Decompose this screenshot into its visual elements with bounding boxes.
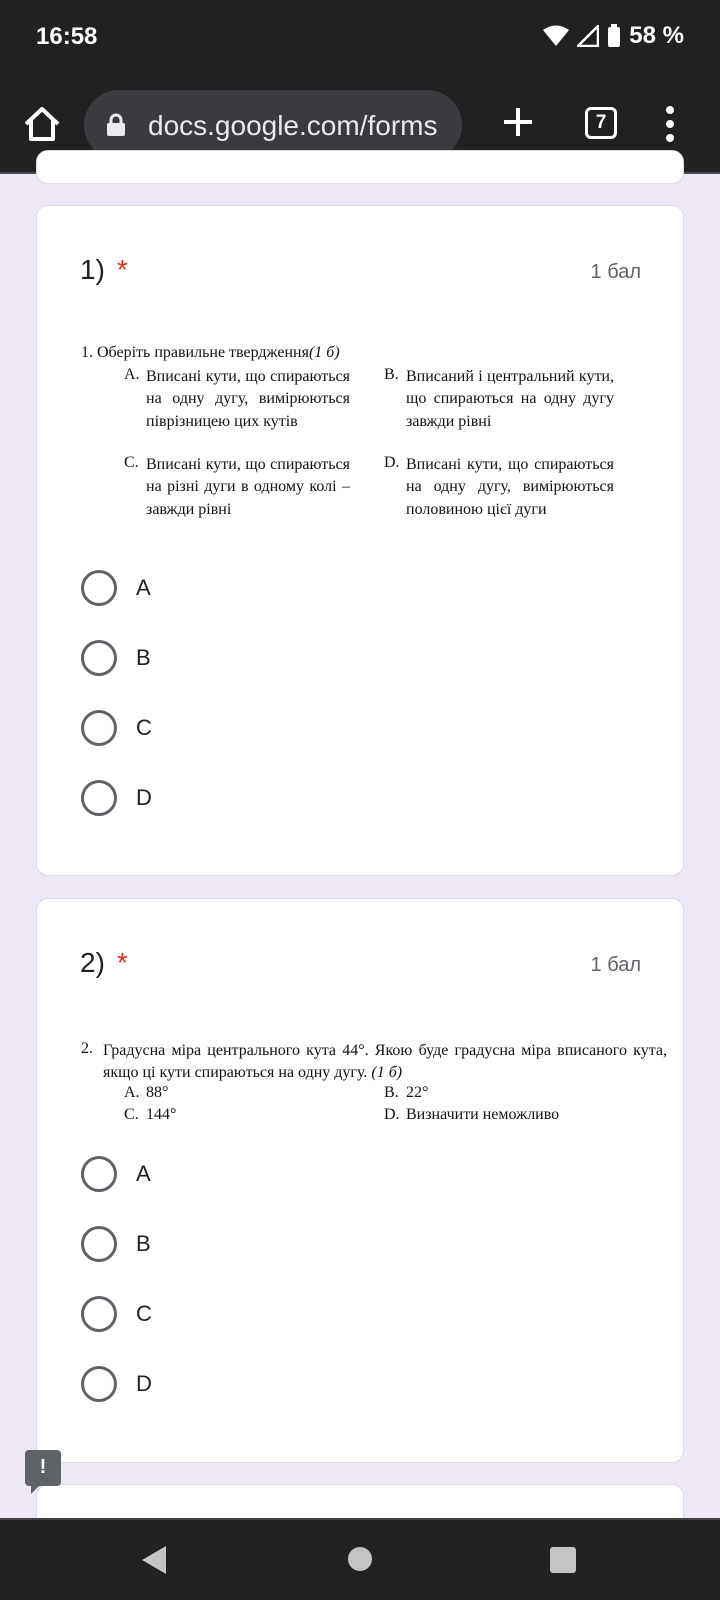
option-text: 144° [146, 1106, 177, 1123]
question-card-2 [36, 898, 684, 1463]
radio-option-a[interactable] [81, 570, 151, 606]
option-letter: D. [384, 1106, 400, 1123]
stem-number: 1. [81, 344, 93, 361]
image-option-c [124, 1106, 364, 1124]
option-letter: C. [124, 1106, 139, 1123]
image-option-a [124, 1084, 364, 1102]
radio-circle[interactable] [81, 1296, 117, 1332]
question-number: 1) [80, 254, 105, 285]
stem-points: (1 б) [308, 344, 340, 361]
image-option-b [384, 1084, 624, 1102]
more-menu-icon[interactable] [660, 104, 680, 144]
recents-icon[interactable] [550, 1547, 576, 1573]
home-nav-icon[interactable] [347, 1546, 373, 1572]
required-asterisk: * [116, 254, 128, 285]
option-letter: A. [124, 366, 140, 383]
question-points: 1 бал [590, 261, 641, 283]
option-letter: B. [384, 1084, 399, 1101]
radio-label: C [136, 1301, 152, 1326]
status-bar [0, 0, 720, 80]
option-letter: A. [124, 1084, 140, 1101]
radio-label: D [136, 785, 152, 810]
status-icons [543, 22, 684, 50]
question-number: 2) [80, 947, 105, 978]
radio-label: A [136, 1161, 151, 1186]
battery-icon [607, 24, 621, 48]
question-card-1 [36, 205, 684, 876]
stem-number: 2. [81, 1040, 93, 1057]
radio-circle[interactable] [81, 640, 117, 676]
stem-body [103, 1040, 667, 1085]
stem-text: Градусна міра центрального кута 44°. Якою буде градусна міра вписаного кута, якщо ці кути спираються на одну дугу. [103, 1042, 667, 1082]
radio-label: B [136, 1231, 151, 1256]
radio-option-b[interactable] [81, 1226, 151, 1262]
option-text: Визначити неможливо [406, 1106, 560, 1123]
radio-option-d[interactable] [81, 780, 152, 816]
image-option-a [124, 366, 350, 433]
tab-switcher-button[interactable]: 7 [585, 107, 617, 139]
home-icon[interactable] [22, 104, 62, 144]
option-text: Вписані кути, що спираються на одну дугу, вимірюються піврізницею цих кутів [146, 368, 350, 430]
url-text: docs.google.com/forms [148, 110, 438, 141]
radio-option-c[interactable] [81, 710, 152, 746]
option-text: Вписані кути, що спираються на одну дугу, вимірюються половиною цієї дуги [406, 456, 614, 518]
question-image [81, 1040, 671, 1140]
option-text: Вписаний і центральний кути, що спираються на одну дугу завжди рівні [406, 368, 614, 430]
radio-option-d[interactable] [81, 1366, 152, 1402]
feedback-icon[interactable]: ! [25, 1450, 61, 1486]
radio-circle[interactable] [81, 570, 117, 606]
question-title [80, 947, 128, 979]
radio-label: A [136, 575, 151, 600]
required-asterisk: * [116, 947, 128, 978]
question-stem [81, 344, 340, 362]
radio-label: C [136, 715, 152, 740]
option-letter: C. [124, 454, 139, 471]
stem-text: Оберіть правильне твердження [97, 344, 309, 361]
new-tab-icon[interactable] [500, 104, 536, 140]
radio-circle[interactable] [81, 710, 117, 746]
radio-circle[interactable] [81, 1366, 117, 1402]
image-option-b [384, 366, 614, 433]
back-icon[interactable] [140, 1544, 168, 1576]
option-text: 88° [146, 1084, 169, 1101]
radio-label: D [136, 1371, 152, 1396]
image-option-c [124, 454, 350, 521]
status-time: 16:58 [36, 23, 98, 50]
radio-circle[interactable] [81, 780, 117, 816]
lock-icon [106, 113, 126, 137]
radio-option-b[interactable] [81, 640, 151, 676]
question-stem [81, 1040, 667, 1085]
option-letter: D. [384, 454, 400, 471]
previous-question-card [36, 150, 684, 184]
option-text: 22° [406, 1084, 429, 1101]
wifi-icon [543, 25, 569, 47]
option-text: Вписані кути, що спираються на різні дуги в одному колі – завжди рівні [146, 456, 350, 518]
radio-circle[interactable] [81, 1156, 117, 1192]
option-letter: B. [384, 366, 399, 383]
radio-circle[interactable] [81, 1226, 117, 1262]
image-option-d [384, 454, 614, 521]
question-image [81, 344, 661, 544]
system-nav-bar [0, 1518, 720, 1600]
radio-option-c[interactable] [81, 1296, 152, 1332]
radio-option-a[interactable] [81, 1156, 151, 1192]
radio-label: B [136, 645, 151, 670]
image-option-d [384, 1106, 644, 1124]
stem-points: (1 б) [371, 1064, 403, 1082]
question-title [80, 254, 128, 286]
battery-percent: 58 % [629, 22, 684, 49]
question-points: 1 бал [590, 954, 641, 976]
cellular-signal-icon [577, 25, 599, 47]
